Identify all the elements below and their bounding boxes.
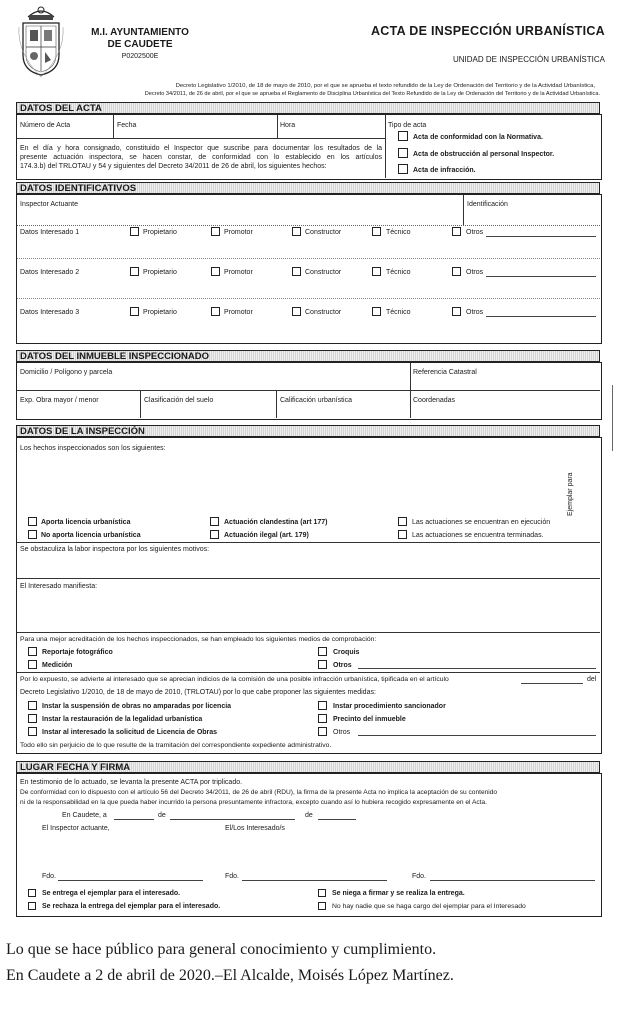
no-aporta-licencia-label: No aporta licencia urbanística xyxy=(41,532,141,539)
aporta-licencia-label: Aporta licencia urbanística xyxy=(41,519,131,526)
legal-reference-line2: Decreto 34/2011, de 26 de abril, por el que se aprueba el Reglamento de Disciplina Urbanística del Texto Refundido de la Ley de Ordenación del Territorio y de la Actividad Urbanística. xyxy=(144,91,600,97)
interesado-2-otros-checkbox[interactable] xyxy=(452,267,461,276)
interesado-3-tecnico-label: Técnico xyxy=(386,309,411,316)
nadie-cargo-label: No hay nadie que se haga cargo del ejemplar para el Interesado xyxy=(332,903,526,910)
medidas-otros-label: Otros xyxy=(333,729,351,736)
manifiesta-label: El Interesado manifiesta: xyxy=(20,583,98,590)
croquis-label: Croquis xyxy=(333,649,360,656)
actuacion-ilegal-checkbox[interactable] xyxy=(210,530,219,539)
rechaza-entrega-label: Se rechaza la entrega del ejemplar para el interesado. xyxy=(42,903,221,910)
ref-catastral-label: Referencia Catastral xyxy=(413,369,477,376)
reportaje-fotografico-checkbox[interactable] xyxy=(28,647,37,656)
interesado-2-promotor-label: Promotor xyxy=(224,269,253,276)
interesado-2-constructor-checkbox[interactable] xyxy=(292,267,301,276)
interesado-2-propietario-checkbox[interactable] xyxy=(130,267,139,276)
terminadas-checkbox[interactable] xyxy=(398,530,407,539)
de-label-1: de xyxy=(158,812,166,819)
section-header-inmueble: DATOS DEL INMUEBLE INSPECCIONADO xyxy=(16,350,600,362)
acta-number-label: Número de Acta xyxy=(20,122,71,129)
interesado-1-propietario-label: Propietario xyxy=(143,229,177,236)
actuacion-ilegal-label: Actuación ilegal (art. 179) xyxy=(224,532,309,539)
form-unit: UNIDAD DE INSPECCIÓN URBANÍSTICA xyxy=(452,55,605,64)
interesado-2-propietario-label: Propietario xyxy=(143,269,177,276)
reportaje-fotografico-label: Reportaje fotográfico xyxy=(42,649,113,656)
footer-line1: Lo que se hace público para general conocimiento y cumplimiento. xyxy=(6,941,437,958)
procedimiento-sancionador-label: Instar procedimiento sancionador xyxy=(333,703,446,710)
exp-obra-label: Exp. Obra mayor / menor xyxy=(20,397,99,404)
precinto-inmueble-label: Precinto del inmueble xyxy=(333,716,406,723)
section-header-firma: LUGAR FECHA Y FIRMA xyxy=(16,761,600,773)
interesado-3-constructor-label: Constructor xyxy=(305,309,342,316)
hechos-label: Los hechos inspeccionados son los siguientes: xyxy=(20,445,166,452)
nadie-cargo-checkbox[interactable] xyxy=(318,902,326,910)
medidas-otros-field[interactable] xyxy=(358,735,596,736)
interesado-2-constructor-label: Constructor xyxy=(305,269,342,276)
suspension-obras-label: Instar la suspensión de obras no amparadas por licencia xyxy=(42,703,232,710)
acta-type-label: Tipo de acta xyxy=(388,122,427,129)
interesado-2-tecnico-label: Técnico xyxy=(386,269,411,276)
identificacion-label: Identificación xyxy=(467,201,508,208)
acta-paragraph-line3: 174.3.b) del TRLOTAU y 54 y siguientes del Decreto 34/2011 de 26 de abril, los siguientes hechos: xyxy=(20,163,327,170)
lugar-label: En Caudete, a xyxy=(62,812,107,819)
interesado-3-constructor-checkbox[interactable] xyxy=(292,307,301,316)
en-ejecucion-checkbox[interactable] xyxy=(398,517,407,526)
fdo-inspector-label: Fdo. xyxy=(42,873,57,880)
advierte-del-label: del xyxy=(587,676,597,683)
acta-paragraph-line1: En el día y hora consignado, constituido el Inspector que suscribe para documentar los resultados de la xyxy=(20,145,382,152)
fdo-interesado2-field[interactable] xyxy=(430,880,595,881)
interesado-1-otros-field[interactable] xyxy=(486,236,596,237)
interesado-1-tecnico-checkbox[interactable] xyxy=(372,227,381,236)
no-aporta-licencia-checkbox[interactable] xyxy=(28,530,37,539)
coat-of-arms-icon xyxy=(18,3,64,77)
croquis-checkbox[interactable] xyxy=(318,647,327,656)
niega-firmar-label: Se niega a firmar y se realiza la entrega. xyxy=(332,890,465,897)
fdo-interesado1-field[interactable] xyxy=(242,880,387,881)
acta-type-conformidad-label: Acta de conformidad con la Normativa. xyxy=(413,134,543,141)
advierte-line1: Por lo expuesto, se advierte al interesado que se aprecian indicios de la comisión de una posible infracción urbanística, tipificada en el artículo xyxy=(20,676,449,683)
mes-field[interactable] xyxy=(170,819,295,820)
de-label-2: de xyxy=(305,812,313,819)
medios-label: Para una mejor acreditación de los hechos inspeccionados, se han empleado los siguientes medios de comprobación: xyxy=(20,636,377,643)
interesado-3-tecnico-checkbox[interactable] xyxy=(372,307,381,316)
medidas-otros-checkbox[interactable] xyxy=(318,727,327,736)
form-title: ACTA DE INSPECCIÓN URBANÍSTICA xyxy=(370,24,605,38)
interesado-3-otros-field[interactable] xyxy=(486,316,596,317)
acta-type-conformidad-checkbox[interactable] xyxy=(398,131,408,141)
firma-paragraph-line2: De conformidad con lo dispuesto con el artículo 56 del Decreto 34/2011, de 26 de abril (RDU), la firma de la presente Acta no implica la aceptación de su contenido xyxy=(20,789,498,796)
acta-type-infraccion-label: Acta de infracción. xyxy=(413,167,476,174)
fdo-interesado1-label: Fdo. xyxy=(225,873,240,880)
section-header-acta: DATOS DEL ACTA xyxy=(16,102,600,114)
acta-paragraph-line2: presente actuación inspectora, se hacen constar, de conformidad con lo establecido en los artículos xyxy=(20,154,382,161)
interesado-2-otros-label: Otros xyxy=(466,269,484,276)
suspension-obras-checkbox[interactable] xyxy=(28,701,37,710)
clasificacion-suelo-label: Clasificación del suelo xyxy=(144,397,214,404)
interesado-2-promotor-checkbox[interactable] xyxy=(211,267,220,276)
inspector-label: Inspector Actuante xyxy=(20,201,78,208)
actuacion-clandestina-checkbox[interactable] xyxy=(210,517,219,526)
entrega-ejemplar-checkbox[interactable] xyxy=(28,889,36,897)
firma-paragraph-line1: En testimonio de lo actuado, se levanta la presente ACTA por triplicado. xyxy=(20,779,243,786)
medios-otros-field[interactable] xyxy=(358,668,596,669)
interesado-3-otros-label: Otros xyxy=(466,309,484,316)
domicilio-label: Domicilio / Polígono y parcela xyxy=(20,369,113,376)
acta-time-label: Hora xyxy=(280,122,296,129)
niega-firmar-checkbox[interactable] xyxy=(318,889,326,897)
interesado-2-label: Datos Interesado 2 xyxy=(20,269,80,276)
entrega-ejemplar-label: Se entrega el ejemplar para el interesado. xyxy=(42,890,181,897)
acta-date-label: Fecha xyxy=(117,122,137,129)
ejemplar-para-label: Ejemplar para xyxy=(567,472,574,516)
coordenadas-label: Coordenadas xyxy=(413,397,456,404)
rechaza-entrega-checkbox[interactable] xyxy=(28,902,36,910)
interesado-1-promotor-label: Promotor xyxy=(224,229,253,236)
restauracion-legalidad-checkbox[interactable] xyxy=(28,714,37,723)
medicion-label: Medición xyxy=(42,662,73,669)
advierte-line2: Decreto Legislativo 1/2010, de 18 de mayo de 2010, (TRLOTAU) por lo que cabe proponer las siguientes medidas: xyxy=(20,689,376,696)
interesado-1-propietario-checkbox[interactable] xyxy=(130,227,139,236)
interesado-1-constructor-checkbox[interactable] xyxy=(292,227,301,236)
interesados-signature-label: El/Los Interesado/s xyxy=(225,825,285,832)
fdo-interesado2-label: Fdo. xyxy=(412,873,427,880)
solicitud-licencia-checkbox[interactable] xyxy=(28,727,37,736)
perjuicio-label: Todo ello sin perjuicio de lo que resulte de la tramitación del correspondiente expediente administrativo. xyxy=(20,742,332,749)
interesado-1-otros-label: Otros xyxy=(466,229,484,236)
footer-line2: En Caudete a 2 de abril de 2020.–El Alcalde, Moisés López Martínez. xyxy=(6,967,454,984)
interesado-3-propietario-label: Propietario xyxy=(143,309,177,316)
inspector-signature-label: El Inspector actuante, xyxy=(42,825,110,832)
interesado-1-promotor-checkbox[interactable] xyxy=(211,227,220,236)
interesado-3-promotor-label: Promotor xyxy=(224,309,253,316)
obstaculiza-label: Se obstaculiza la labor inspectora por los siguientes motivos: xyxy=(20,546,210,553)
acta-type-obstruccion-label: Acta de obstrucción al personal Inspector. xyxy=(413,151,555,158)
section-header-identificativos: DATOS IDENTIFICATIVOS xyxy=(16,182,600,194)
org-name-line2: DE CAUDETE xyxy=(107,39,173,50)
section-header-inspeccion: DATOS DE LA INSPECCIÓN xyxy=(16,425,600,437)
medios-otros-checkbox[interactable] xyxy=(318,660,327,669)
medios-otros-label: Otros xyxy=(333,662,352,669)
org-name-line1: M.I. AYUNTAMIENTO xyxy=(91,27,189,38)
fdo-inspector-field[interactable] xyxy=(58,880,203,881)
dia-field[interactable] xyxy=(114,819,154,820)
interesado-1-otros-checkbox[interactable] xyxy=(452,227,461,236)
interesado-1-label: Datos Interesado 1 xyxy=(20,229,80,236)
acta-type-infraccion-checkbox[interactable] xyxy=(398,164,408,174)
interesado-3-otros-checkbox[interactable] xyxy=(452,307,461,316)
procedimiento-sancionador-checkbox[interactable] xyxy=(318,701,327,710)
interesado-1-constructor-label: Constructor xyxy=(305,229,342,236)
interesado-1-tecnico-label: Técnico xyxy=(386,229,411,236)
anio-field[interactable] xyxy=(318,819,356,820)
terminadas-label: Las actuaciones se encuentra terminadas. xyxy=(412,532,544,539)
medicion-checkbox[interactable] xyxy=(28,660,37,669)
firma-paragraph-line3: ni de la responsabilidad en la que pueda haber incurrido la persona presuntamente infractora, excepto cuando así lo hubiera recogido expresamente en el Acta. xyxy=(20,799,487,806)
acta-type-obstruccion-checkbox[interactable] xyxy=(398,148,408,158)
precinto-inmueble-checkbox[interactable] xyxy=(318,714,327,723)
interesado-3-propietario-checkbox[interactable] xyxy=(130,307,139,316)
aporta-licencia-checkbox[interactable] xyxy=(28,517,37,526)
actuacion-clandestina-label: Actuación clandestina (art 177) xyxy=(224,519,328,526)
calificacion-urbanistica-label: Calificación urbanística xyxy=(280,397,352,404)
interesado-3-promotor-checkbox[interactable] xyxy=(211,307,220,316)
articulo-field[interactable] xyxy=(521,683,583,684)
en-ejecucion-label: Las actuaciones se encuentran en ejecución xyxy=(412,519,551,526)
legal-reference-line1: Decreto Legislativo 1/2010, de 18 de mayo de 2010, por el que se aprueba el texto refundido de la Ley de Ordenación del Territorio y de la Actividad Urbanística, xyxy=(175,83,595,89)
restauracion-legalidad-label: Instar la restauración de la legalidad urbanística xyxy=(42,716,203,723)
solicitud-licencia-label: Instar al interesado la solicitud de Licencia de Obras xyxy=(42,729,218,736)
org-code: P0202500E xyxy=(121,53,159,60)
interesado-2-tecnico-checkbox[interactable] xyxy=(372,267,381,276)
interesado-2-otros-field[interactable] xyxy=(486,276,596,277)
interesado-3-label: Datos Interesado 3 xyxy=(20,309,80,316)
